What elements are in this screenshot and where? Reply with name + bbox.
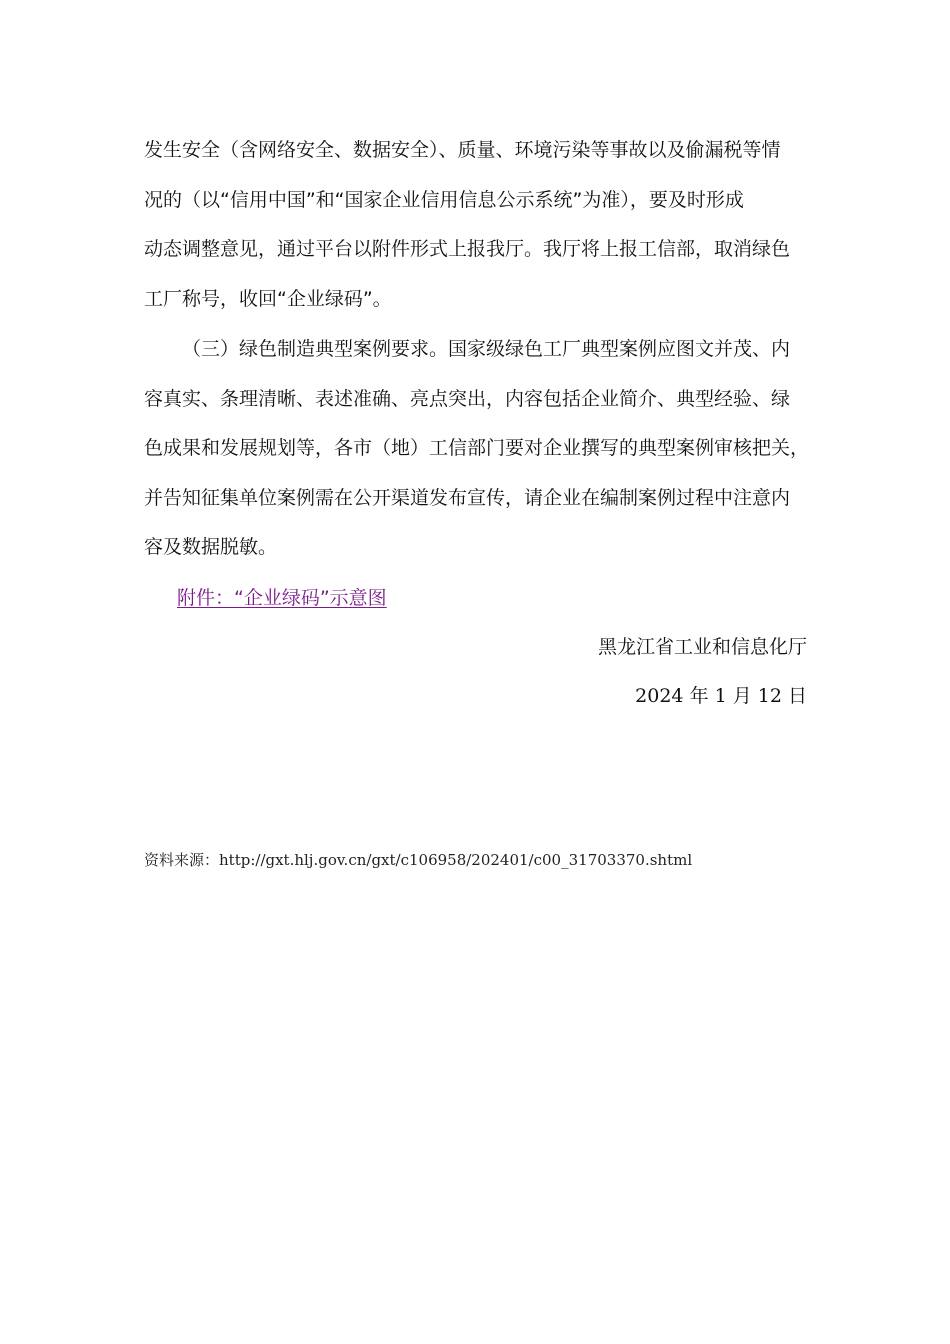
source-label: 资料来源： xyxy=(144,851,220,869)
paragraph-case-requirements xyxy=(144,325,812,573)
paragraph-line: 色成果和发展规划等，各市（地）工信部门要对企业撰写的典型案例审核把关， xyxy=(144,437,810,460)
paragraph-line: 容及数据脱敏。 xyxy=(144,536,278,559)
paragraph-line: 发生安全（含网络安全、数据安全）、质量、环境污染等事故以及偷漏税等情 xyxy=(144,139,781,161)
paragraph-line: 并告知征集单位案例需在公开渠道发布宣传，请企业在编制案例过程中注意内 xyxy=(144,486,791,509)
paragraph-line: 况的（以“信用中国”和“国家企业信用信息公示系统”为准），要及时形成 xyxy=(144,188,744,211)
paragraph-line: 工厂称号，收回“企业绿码”。 xyxy=(144,287,392,310)
paragraph-line: 容真实、条理清晰、表述准确、亮点突出，内容包括企业简介、典型经验、绿 xyxy=(144,387,791,410)
source-url: http://gxt.hlj.gov.cn/gxt/c106958/202401/c00_31703370.shtml xyxy=(219,851,693,869)
paragraph-line: （三）绿色制造典型案例要求。国家级绿色工厂典型案例应图文并茂、内 xyxy=(182,338,791,360)
attachment-link[interactable]: 附件：“企业绿码”示意图 xyxy=(177,587,387,609)
paragraph-accident-handling xyxy=(144,126,812,324)
signature-organization: 黑龙江省工业和信息化厅 xyxy=(597,636,807,658)
source-reference xyxy=(144,848,692,872)
paragraph-line: 动态调整意见，通过平台以附件形式上报我厅。我厅将上报工信部，取消绿色 xyxy=(144,238,791,261)
signature-date: 2024 年 1 月 12 日 xyxy=(635,685,807,707)
